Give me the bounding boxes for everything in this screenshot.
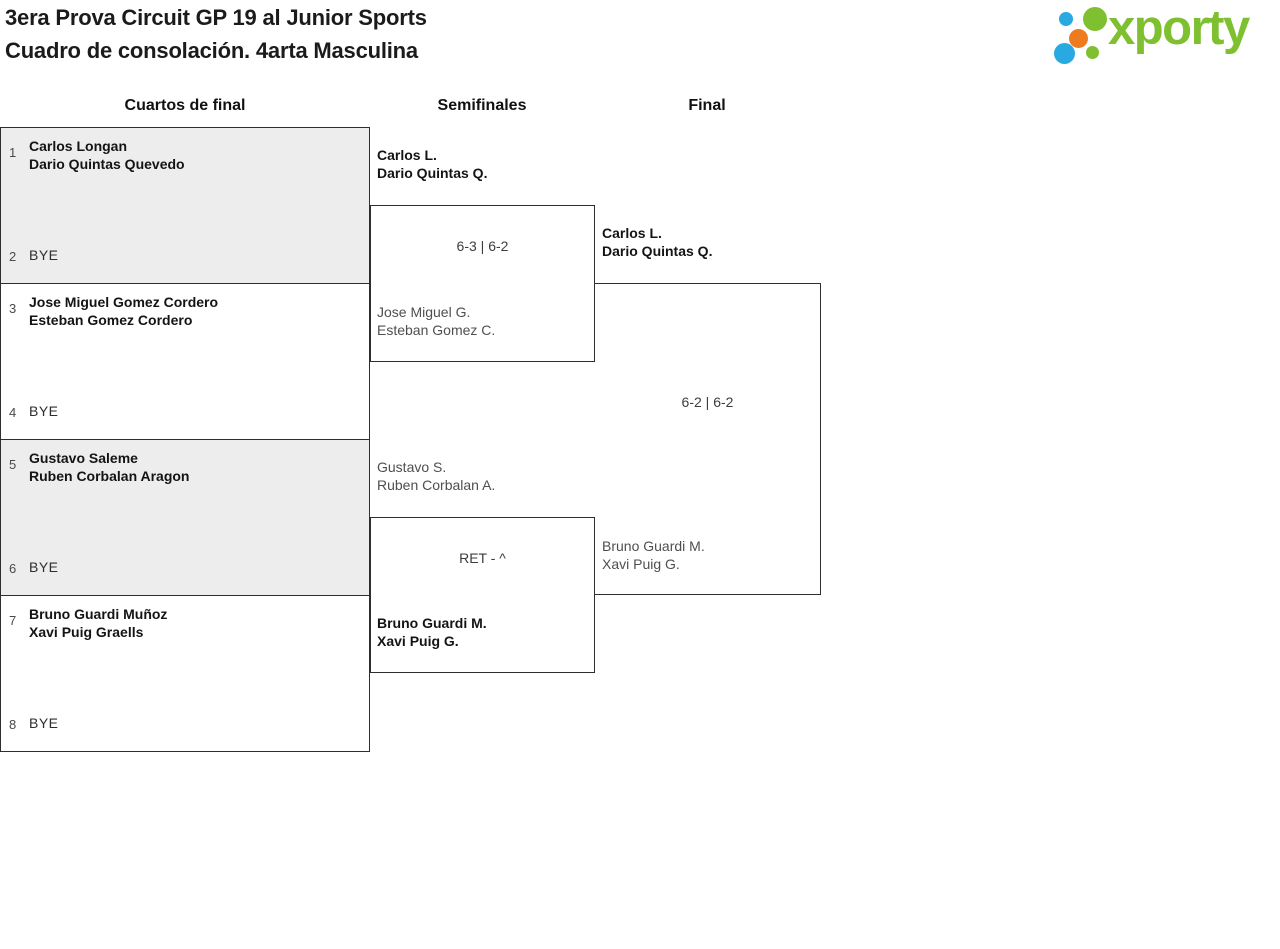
page-title-line2: Cuadro de consolación. 4arta Masculina: [5, 38, 418, 63]
team-name: Esteban Gomez Cordero: [29, 312, 193, 328]
final-top-team: [602, 224, 712, 260]
sf2-bottom-team: [377, 614, 487, 650]
sf1-top-team: [377, 146, 487, 182]
team-name: Xavi Puig Graells: [29, 624, 144, 640]
seed-label: 2: [9, 249, 17, 264]
round-header-semifinals: Semifinales: [437, 97, 527, 114]
seed-label: 1: [9, 145, 17, 160]
team-name: Dario Quintas Quevedo: [29, 156, 185, 172]
team-name: Bruno Guardi M.: [602, 538, 705, 554]
seed-label: 7: [9, 613, 17, 628]
round-header-quarterfinals: Cuartos de final: [124, 97, 246, 114]
team-name: Jose Miguel G.: [377, 304, 471, 320]
team-name: Bruno Guardi Muñoz: [29, 606, 168, 622]
final-score: 6-2 | 6-2: [681, 394, 734, 410]
team-name: Ruben Corbalan Aragon: [29, 468, 190, 484]
sf2-score: RET - ^: [459, 550, 506, 566]
qf-match-4[interactable]: [0, 595, 370, 752]
team-name: Esteban Gomez C.: [377, 322, 496, 338]
bye-label: BYE: [29, 715, 59, 731]
seed-label: 8: [9, 717, 17, 732]
team-name: Jose Miguel Gomez Cordero: [29, 294, 219, 310]
team-name: Ruben Corbalan A.: [377, 477, 496, 493]
qf-match-1[interactable]: [0, 127, 370, 284]
team-name: Xavi Puig G.: [377, 633, 459, 649]
seed-label: 5: [9, 457, 17, 472]
team-name: Carlos L.: [602, 225, 662, 241]
qf-match-3[interactable]: [0, 439, 370, 596]
team-name: Bruno Guardi M.: [377, 615, 487, 631]
logo-dot-icon: [1054, 43, 1075, 64]
team-name: Gustavo Saleme: [29, 450, 138, 466]
team-name: Carlos L.: [377, 147, 437, 163]
team-name: Gustavo S.: [377, 459, 447, 475]
sf1-score: 6-3 | 6-2: [456, 238, 509, 254]
qf-match-2[interactable]: [0, 283, 370, 440]
logo-dot-icon: [1083, 7, 1107, 31]
logo-text: xporty: [1108, 1, 1249, 55]
final-bottom-team: [602, 537, 705, 573]
team-name: Dario Quintas Q.: [377, 165, 488, 181]
seed-label: 4: [9, 405, 17, 420]
seed-label: 3: [9, 301, 17, 316]
bye-label: BYE: [29, 559, 59, 575]
team-name: Xavi Puig G.: [602, 556, 680, 572]
logo-dot-icon: [1059, 12, 1073, 26]
seed-label: 6: [9, 561, 17, 576]
sf1-bottom-team: [377, 303, 495, 339]
sf2-top-team: [377, 458, 495, 494]
round-header-final: Final: [688, 97, 726, 114]
team-name: Dario Quintas Q.: [602, 243, 713, 259]
team-name: Carlos Longan: [29, 138, 128, 154]
logo-dot-icon: [1086, 46, 1099, 59]
bye-label: BYE: [29, 403, 59, 419]
bye-label: BYE: [29, 247, 59, 263]
page-title-line1: 3era Prova Circuit GP 19 al Junior Sports: [5, 5, 427, 30]
xporty-logo[interactable]: [1048, 0, 1278, 75]
